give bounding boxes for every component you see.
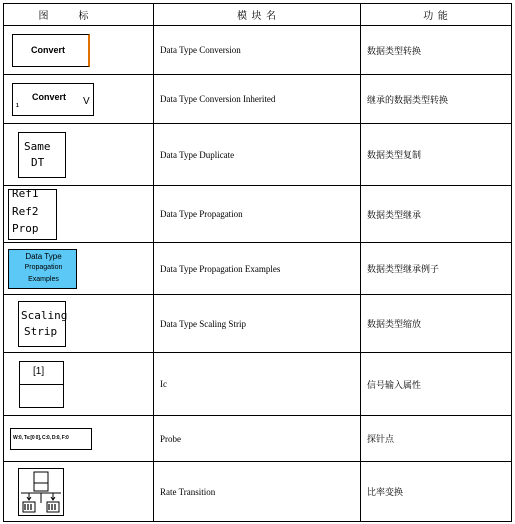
icon-cell [4,243,154,295]
block-label-line1: Scaling [21,308,68,322]
block-label-line1: Same [24,139,51,153]
icon-cell [4,124,154,186]
table-row [4,75,512,124]
module-name: Data Type Propagation [154,186,361,243]
divider [20,384,63,385]
icon-cell [4,416,154,462]
propagation-block-icon [8,186,57,240]
header-icon: 图标 [4,4,154,26]
block-label-line1: Data Type [25,251,62,261]
icon-cell [4,186,154,243]
module-function: 继承的数据类型转换 [361,75,512,124]
module-name: Ic [154,353,361,416]
icon-cell [4,75,154,124]
block-label-line1: Ref1 [12,186,39,200]
convert-block-icon [12,34,90,67]
block-label-line3: Examples [28,275,59,283]
module-function: 信号输入属性 [361,353,512,416]
block-label-line2: Propagation [24,263,63,271]
module-function: 数据类型复制 [361,124,512,186]
block-label: W:0, Ts:[0 0], C:0, D:0, F:0 [13,434,69,441]
block-label: Convert [32,91,67,102]
module-function: 数据类型转换 [361,26,512,75]
icon-cell [4,26,154,75]
table-row [4,124,512,186]
module-name: Probe [154,416,361,462]
inherit-mark: V [83,95,90,107]
module-name: Data Type Conversion [154,26,361,75]
rate-transition-block-icon [18,468,64,516]
module-name: Data Type Conversion Inherited [154,75,361,124]
block-label: Convert [31,44,66,55]
scaling-strip-block-icon [18,301,66,347]
port-mark: 1 [16,102,19,109]
table-row [4,353,512,416]
examples-block-icon [8,249,77,289]
table-row [4,26,512,75]
header-function: 功 能 [361,4,512,26]
block-label-line2: Strip [24,324,58,338]
module-name: Data Type Propagation Examples [154,243,361,295]
icon-cell [4,353,154,416]
convert-inherited-block-icon [12,83,94,116]
module-name: Data Type Scaling Strip [154,295,361,353]
rate-transition-icon [19,469,63,515]
ic-block-icon [19,361,64,408]
module-function: 探针点 [361,416,512,462]
duplicate-block-icon [18,132,66,178]
block-label: [1] [33,365,45,377]
module-name: Rate Transition [154,462,361,522]
header-row [4,4,512,26]
module-name: Data Type Duplicate [154,124,361,186]
table-row [4,462,512,522]
probe-block-icon [10,428,92,450]
table-row [4,243,512,295]
header-module: 模 块 名 [154,4,361,26]
table-row [4,186,512,243]
module-function: 数据类型继承 [361,186,512,243]
module-function: 数据类型继承例子 [361,243,512,295]
block-label-line2: Ref2 [12,204,39,218]
block-label-line3: Prop [12,221,39,235]
module-function: 比率变换 [361,462,512,522]
block-reference-table [3,3,512,522]
icon-cell [4,462,154,522]
table-row [4,295,512,353]
table-row [4,416,512,462]
module-function: 数据类型缩放 [361,295,512,353]
icon-cell [4,295,154,353]
block-label-line2: DT [31,155,45,169]
